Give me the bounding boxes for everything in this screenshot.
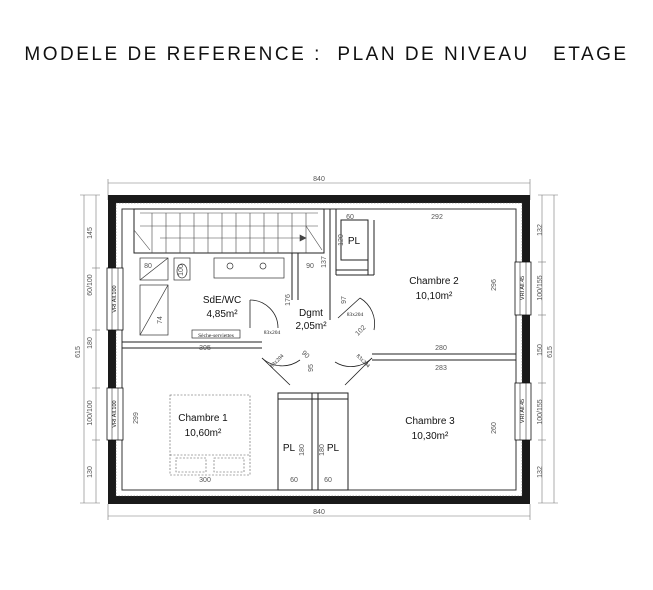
room-chambre3-name: Chambre 3: [405, 416, 455, 427]
dim-left-seg3: 180: [87, 337, 94, 349]
svg-text:305: 305: [199, 345, 211, 352]
closet-pl-top: PL: [347, 236, 361, 247]
svg-text:260: 260: [491, 422, 498, 434]
dim-right-total: 615: [547, 346, 554, 358]
svg-text:283: 283: [435, 365, 447, 372]
svg-text:299: 299: [133, 412, 140, 424]
door-sde-label: 83x204: [263, 330, 281, 336]
dim-left-total: 615: [75, 346, 82, 358]
room-chambre1-area: 10,60m²: [184, 428, 222, 439]
room-dgmt-name: Dgmt: [299, 308, 323, 319]
svg-text:120: 120: [338, 234, 345, 246]
svg-text:176: 176: [285, 294, 292, 306]
closet-pl-left: PL: [282, 443, 296, 454]
room-chambre3-area: 10,30m²: [411, 431, 449, 442]
dim-left-seg4: 100/100: [87, 400, 94, 426]
room-chambre2-area: 10,10m²: [415, 291, 453, 302]
svg-text:300: 300: [199, 477, 211, 484]
svg-text:60: 60: [346, 214, 354, 221]
svg-text:74: 74: [157, 316, 164, 324]
svg-text:137: 137: [321, 256, 328, 268]
svg-text:80: 80: [144, 263, 152, 270]
window-right-bottom-label: VRI All.45: [520, 398, 526, 424]
dim-right-seg4: 100/155: [537, 399, 544, 425]
dim-left-seg2: 60/100: [87, 274, 94, 296]
dim-right-seg5: 132: [537, 466, 544, 478]
svg-text:100: 100: [178, 264, 185, 276]
svg-text:95: 95: [308, 364, 315, 372]
svg-text:90: 90: [299, 349, 311, 361]
dim-left-seg5: 130: [87, 466, 94, 478]
dim-right-seg3: 150: [537, 344, 544, 356]
svg-text:60: 60: [290, 477, 298, 484]
room-sde-area: 4,85m²: [206, 309, 238, 320]
window-left-top-label: VRI All.100: [112, 285, 118, 313]
seche-serviettes-label: Sèche-serviettes: [198, 333, 234, 339]
svg-text:296: 296: [491, 279, 498, 291]
dim-right-seg1: 132: [537, 224, 544, 236]
door-ch1-label: 83x204: [269, 353, 286, 370]
room-dgmt-area: 2,05m²: [295, 321, 327, 332]
dim-right-seg2: 100/155: [537, 275, 544, 301]
room-chambre2-name: Chambre 2: [409, 276, 459, 287]
svg-text:90: 90: [306, 263, 314, 270]
door-ch3-label: 83x204: [354, 353, 371, 370]
svg-text:60: 60: [324, 477, 332, 484]
svg-text:97: 97: [341, 296, 348, 304]
closet-pl-right: PL: [326, 443, 340, 454]
plan-title: MODELE DE REFERENCE : PLAN DE NIVEAU ETAGE: [24, 44, 629, 65]
door-ch2-label: 83x204: [346, 312, 364, 318]
window-left-bottom-label: VRI All.100: [112, 400, 118, 428]
dim-bottom: 840: [313, 509, 325, 516]
room-chambre1-name: Chambre 1: [178, 413, 228, 424]
svg-text:292: 292: [431, 214, 443, 221]
svg-text:180: 180: [319, 444, 326, 456]
window-right-top-label: VRI All.45: [520, 275, 526, 301]
room-sde-name: SdE/WC: [202, 295, 242, 306]
dim-top: 840: [313, 176, 325, 183]
dim-left-seg1: 145: [87, 227, 94, 239]
svg-text:280: 280: [435, 345, 447, 352]
svg-text:102: 102: [354, 324, 368, 338]
svg-text:180: 180: [299, 444, 306, 456]
